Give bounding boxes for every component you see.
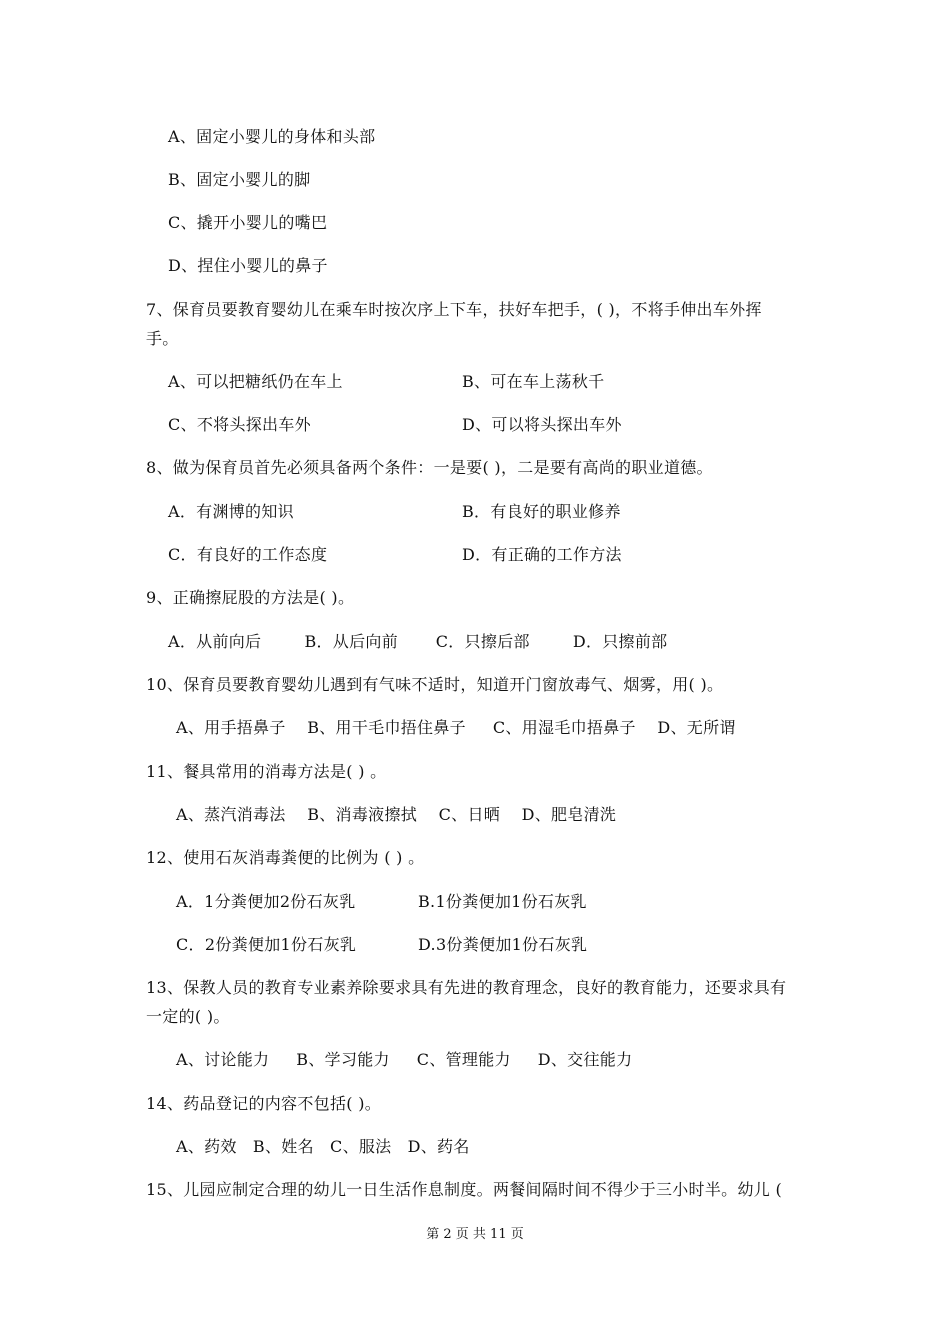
q7-option-b: B、可在车上荡秋千 [462, 372, 605, 391]
q7-option-c: C、不将头探出车外 [168, 415, 311, 434]
q9-stem: 9、正确擦屁股的方法是( )。 [146, 588, 355, 607]
q12-option-d: D.3份粪便加1份石灰乳 [418, 935, 588, 954]
q12-option-c: C．2份粪便加1份石灰乳 [176, 935, 357, 954]
q13-options: A、讨论能力 B、学习能力 C、管理能力 D、交往能力 [176, 1050, 633, 1069]
q6-option-a: A、固定小婴儿的身体和头部 [168, 127, 376, 146]
q6-option-b: B、固定小婴儿的脚 [168, 170, 311, 189]
q8-option-b: B．有良好的职业修养 [462, 502, 621, 521]
q13-stem-line1: 13、保教人员的教育专业素养除要求具有先进的教育理念，良好的教育能力，还要求具有 [146, 978, 787, 997]
q7-stem-line1: 7、保育员要教育婴幼儿在乘车时按次序上下车，扶好车把手，( )，不将手伸出车外挥 [146, 300, 762, 319]
q8-option-c: C．有良好的工作态度 [168, 545, 328, 564]
q10-stem: 10、保育员要教育婴幼儿遇到有气味不适时，知道开门窗放毒气、烟雾，用( )。 [146, 675, 724, 694]
q7-stem-line2: 手。 [146, 329, 179, 348]
q11-stem: 11、餐具常用的消毒方法是( ) 。 [146, 762, 387, 781]
q8-option-a: A．有渊博的知识 [168, 502, 294, 521]
q6-option-d: D、捏住小婴儿的鼻子 [168, 256, 328, 275]
q10-options: A、用手捂鼻子 B、用干毛巾捂住鼻子 C、用湿毛巾捂鼻子 D、无所谓 [176, 718, 736, 737]
q14-stem: 14、药品登记的内容不包括( )。 [146, 1094, 382, 1113]
q7-option-d: D、可以将头探出车外 [462, 415, 622, 434]
q12-stem: 12、使用石灰消毒粪便的比例为 ( ) 。 [146, 848, 425, 867]
q12-option-a: A．1分粪便加2份石灰乳 [176, 892, 356, 911]
q8-option-d: D．有正确的工作方法 [462, 545, 622, 564]
q7-option-a: A、可以把糖纸仍在车上 [168, 372, 343, 391]
q6-option-c: C、撬开小婴儿的嘴巴 [168, 213, 328, 232]
q9-options: A．从前向后 B．从后向前 C．只擦后部 D．只擦前部 [168, 632, 668, 651]
q8-stem: 8、做为保育员首先必须具备两个条件：一是要( )，二是要有高尚的职业道德。 [146, 458, 713, 477]
q14-options: A、药效 B、姓名 C、服法 D、药名 [176, 1137, 470, 1156]
page-footer: 第 2 页 共 11 页 [426, 1227, 524, 1242]
q15-stem-line1: 15、儿园应制定合理的幼儿一日生活作息制度。两餐间隔时间不得少于三小时半。幼儿 ( [146, 1180, 782, 1199]
q11-options: A、蒸汽消毒法 B、消毒液擦拭 C、日晒 D、肥皂清洗 [176, 805, 617, 824]
q13-stem-line2: 一定的( )。 [146, 1007, 230, 1026]
q12-option-b: B.1份粪便加1份石灰乳 [418, 892, 587, 911]
